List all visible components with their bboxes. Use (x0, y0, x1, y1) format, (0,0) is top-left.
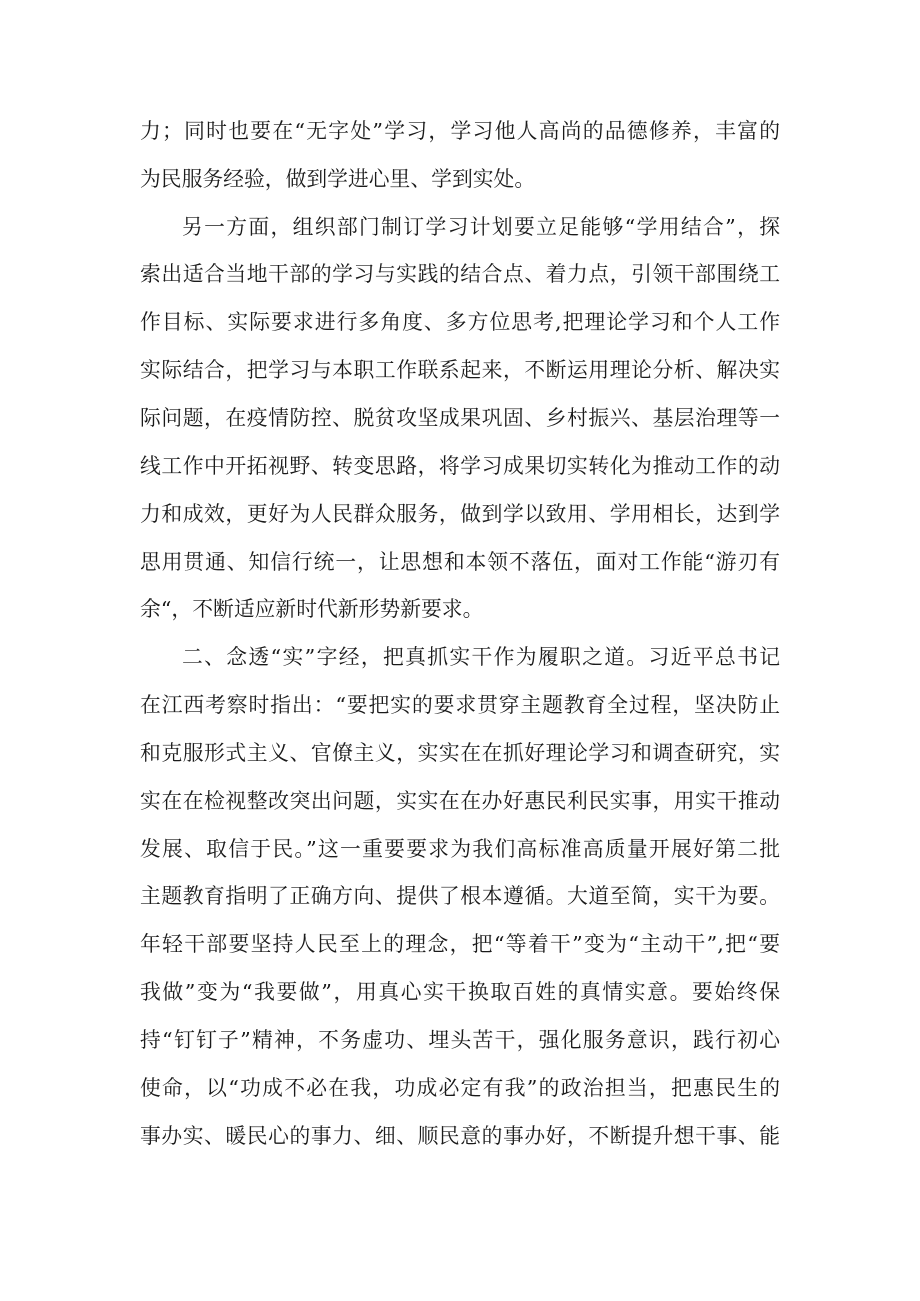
text-line-15: 实在在检视整改突出问题，实实在在办好惠民利民实事，用实干推动 (140, 789, 780, 813)
text-line-10: 思用贯通、知信行统一，让思想和本领不落伍，面对工作能“游刃有 (140, 550, 780, 574)
text-line-2: 为民服务经验，做到学进心里、学到实处。 (140, 167, 536, 191)
text-line-19: 我做”变为“我要做”，用真心实干换取百姓的真情实意。要始终保 (140, 980, 780, 1004)
text-line-5: 作目标、实际要求进行多角度、多方位思考,把理论学习和个人工作 (140, 310, 780, 334)
text-line-7: 际问题，在疫情防控、脱贫攻坚成果巩固、乡村振兴、基层治理等一 (140, 406, 780, 430)
text-line-14: 和克服形式主义、官僚主义，实实在在抓好理论学习和调查研究，实 (140, 741, 780, 765)
text-line-11: 余“，不断适应新时代新形势新要求。 (140, 597, 484, 621)
text-line-13: 在江西考察时指出：“要把实的要求贯穿主题教育全过程，坚决防止 (140, 693, 780, 717)
text-line-8: 线工作中开拓视野、转变思路，将学习成果切实转化为推动工作的动 (140, 454, 780, 478)
text-line-22: 事办实、暖民心的事力、细、顺民意的事办好，不断提升想干事、能 (140, 1124, 780, 1148)
text-line-17: 主题教育指明了正确方向、提供了根本遵循。大道至简，实干为要。 (140, 884, 780, 908)
text-line-18: 年轻干部要坚持人民至上的理念，把“等着干”变为“主动干”,把“要 (140, 932, 780, 956)
text-line-20: 持“钉钉子”精神，不务虚功、埋头苦干，强化服务意识，践行初心 (140, 1028, 780, 1052)
text-line-6: 实际结合，把学习与本职工作联系起来，不断运用理论分析、解决实 (140, 358, 780, 382)
text-line-21: 使命，以“功成不必在我，功成必定有我”的政治担当，把惠民生的 (140, 1076, 780, 1100)
text-line-9: 力和成效，更好为人民群众服务，做到学以致用、学用相长，达到学 (140, 502, 780, 526)
text-line-1: 力；同时也要在“无字处”学习，学习他人高尚的品德修养，丰富的 (140, 119, 780, 143)
text-line-3: 另一方面，组织部门制订学习计划要立足能够“学用结合”，探 (182, 215, 780, 239)
text-line-12: 二、念透“实”字经，把真抓实干作为履职之道。习近平总书记 (182, 645, 780, 669)
text-line-16: 发展、取信于民。”这一重要要求为我们高标准高质量开展好第二批 (140, 837, 780, 861)
text-line-4: 索出适合当地干部的学习与实践的结合点、着力点，引领干部围绕工 (140, 262, 780, 286)
